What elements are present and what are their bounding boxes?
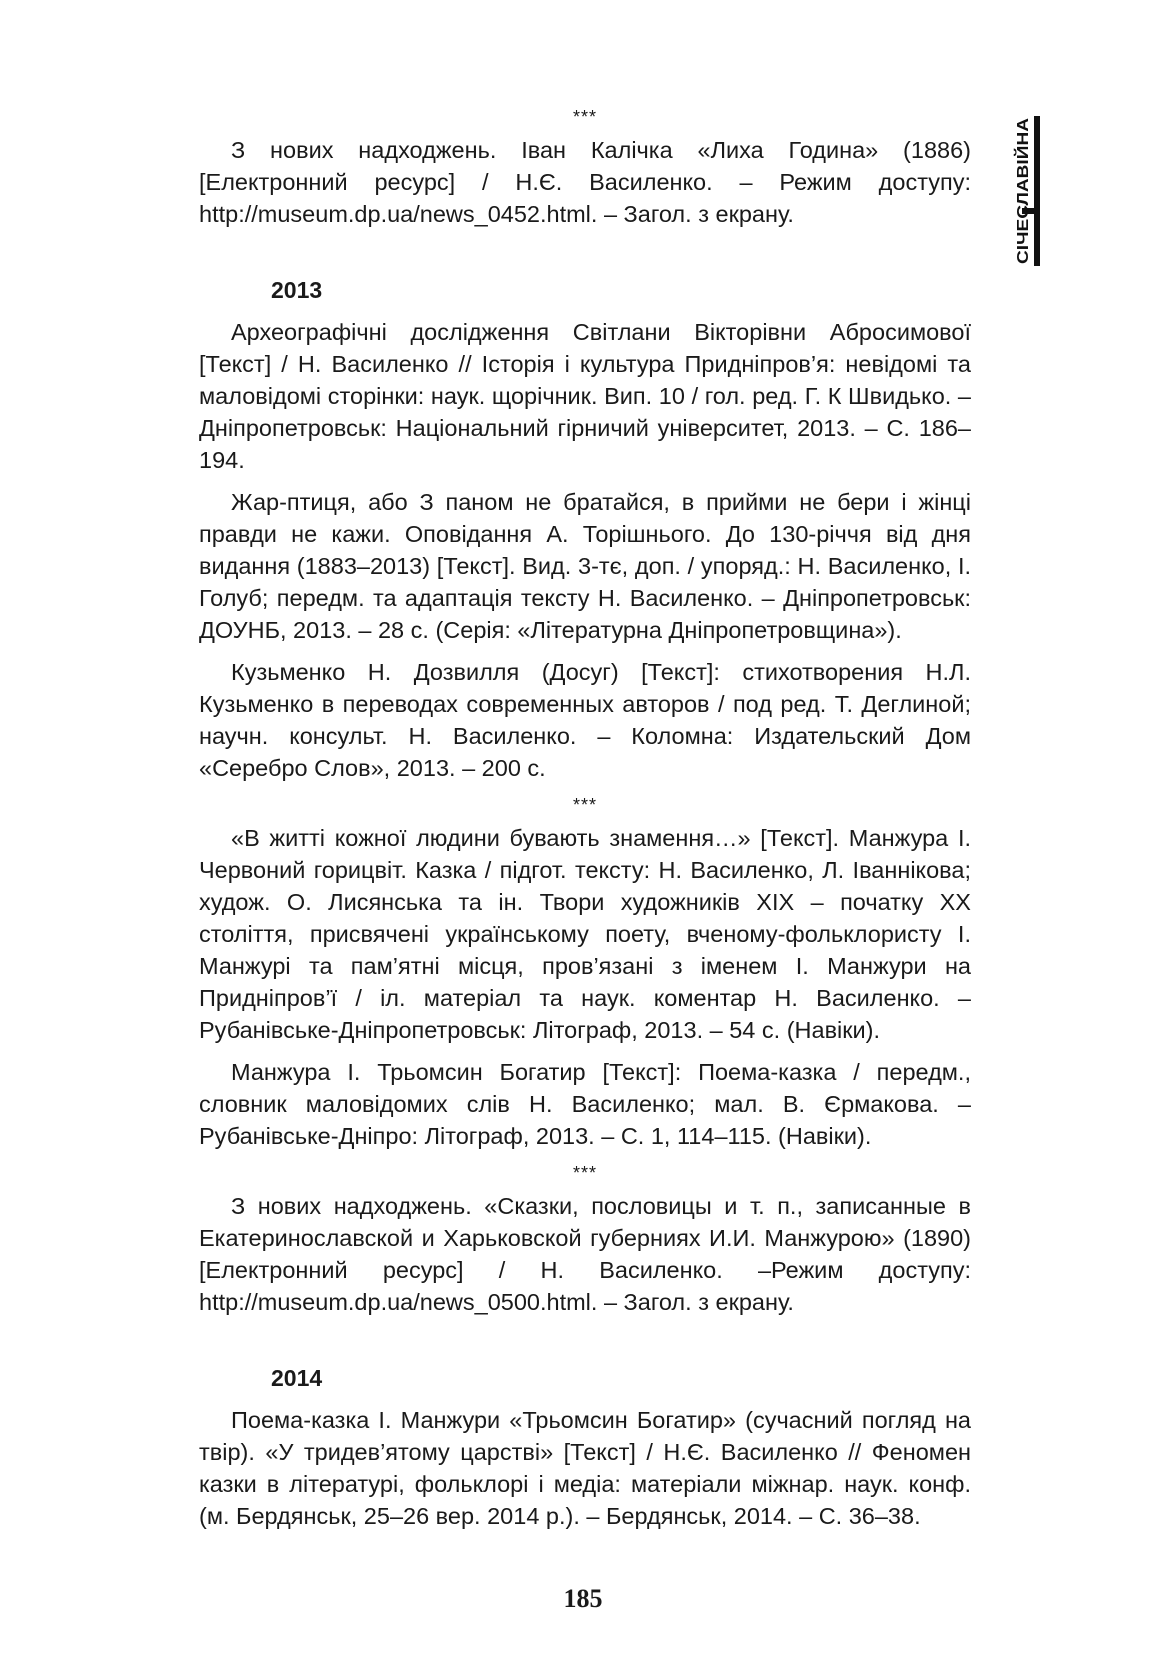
bibliography-section (199, 794, 971, 1152)
logo-text: СІЧЕСЛАВІЙНА (1015, 141, 1032, 264)
bibliography-section (199, 1362, 971, 1532)
page-body (199, 106, 971, 1542)
bibliography-entry: Археографічні дослідження Світлани Вікторівни Абросимової [Текст] / Н. Василенко // Історія і культура Придніпров’я: невідомі та маловідомі сторінки: наук. щорічник. Вип. 10 / гол. ред. Г. К Швидько. – Дніпропетровськ: Національний гірничий університет, 2013. – С. 186–194. (199, 319, 971, 473)
section-separator: *** (572, 107, 597, 127)
bibliography-section (199, 106, 971, 230)
bibliography-section (199, 1162, 971, 1318)
bibliography-entry: Жар-птиця, або З паном не братайся, в прийми не бери і жінці правди не кажи. Оповідання А. Торішнього. До 130-річчя від дня видання (1883–2013) [Текст]. Вид. 3-тє, доп. / упоряд.: Н. Василенко, І. Голуб; передм. та адаптація тексту Н. Василенко. – Дніпропетровськ: ДОУНБ, 2013. – 28 с. (Серія: «Літературна Дніпропетровщина»). (199, 489, 971, 643)
page-number: 185 (563, 1584, 603, 1613)
section-separator: *** (572, 1163, 597, 1183)
bibliography-entry: З нових надходжень. Іван Калічка «Лиха Година» (1886) [Електронний ресурс] / Н.Є. Василенко. – Режим доступу: http://museum.dp.ua/news_0452.html. – Загол. з екрану. (199, 137, 971, 227)
year-heading: 2013 (271, 277, 323, 303)
year-heading: 2014 (271, 1365, 323, 1391)
bibliography-entry: «В житті кожної людини бувають знамення…» [Текст]. Манжура І. Червоний горицвіт. Казка / підгот. тексту: Н. Василенко, Л. Іваннікова; худож. О. Лисянська та ін. Твори художників XIX – початку XX століття, присвячені українському поету, вченому-фольклористу І. Манжурі та пам’ятні місця, пров’язані з іменем І. Манжури на Придніпров’ї / іл. матеріал та наук. коментар Н. Василенко. – Рубанівське-Дніпропетровськ: Літограф, 2013. – 54 с. (Навіки). (199, 825, 971, 1043)
journal-logo (1000, 116, 1046, 266)
bibliography-section (199, 274, 971, 784)
bibliography-entry: З нових надходжень. «Сказки, пословицы и т. п., записанные в Екатеринославской и Харьковской губерниях И.И. Манжурою» (1890) [Електронний ресурс] / Н. Василенко. –Режим доступу: http://museum.dp.ua/news_0500.html. – Загол. з екрану. (199, 1193, 971, 1315)
section-separator: *** (572, 795, 597, 815)
bibliography-entry: Манжура І. Трьомсин Богатир [Текст]: Поема-казка / передм., словник маловідомих слів Н. Василенко; мал. В. Єрмакова. – Рубанівське-Дніпро: Літограф, 2013. – С. 1, 114–115. (Навіки). (199, 1059, 971, 1149)
logo-vertical-rule (1034, 116, 1040, 266)
bibliography-entry: Кузьменко Н. Дозвилля (Досуг) [Текст]: стихотворения Н.Л. Кузьменко в переводах современных авторов / под ред. Т. Деглиной; научн. консульт. Н. Василенко. – Коломна: Издательский Дом «Серебро Слов», 2013. – 200 с. (199, 659, 971, 781)
bibliography-entry: Поема-казка І. Манжури «Трьомсин Богатир» (сучасний погляд на твір). «У тридев’ятому царстві» [Текст] / Н.Є. Василенко // Феномен казки в літературі, фольклорі і медіа: матеріали міжнар. наук. конф. (м. Бердянськ, 25–26 вер. 2014 р.). – Бердянськ, 2014. – С. 36–38. (199, 1407, 971, 1529)
